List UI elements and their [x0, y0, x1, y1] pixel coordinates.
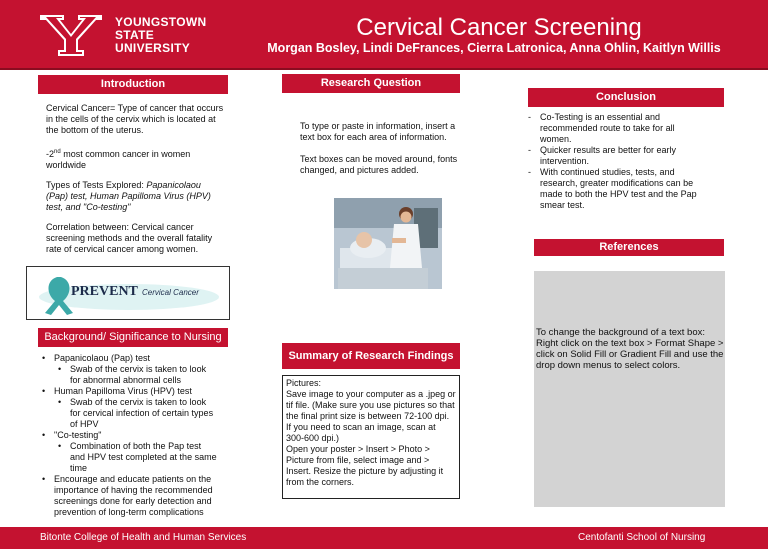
- conclusion-list: [528, 112, 708, 211]
- conclusion-item: - With continued studies, tests, and research, greater modifications can be made to both the HPV test and the Pap smear test.: [528, 167, 708, 211]
- intro-rank: -2nd most common cancer in women worldwide: [46, 149, 191, 170]
- references-title-line: To change the background of a text box:: [536, 327, 706, 338]
- prevent-banner: [26, 266, 230, 320]
- background-item: • Papanicolaou (Pap) test: [42, 353, 228, 364]
- introduction-heading: Introduction: [38, 75, 228, 94]
- research-question-heading: Research Question: [282, 74, 460, 93]
- intro-tests: Types of Tests Explored: Papanicolaou (Pap) test, Human Papilloma Virus (HPV) test, and "Co-testing": [46, 180, 211, 212]
- footer-college: Bitonte College of Health and Human Services: [40, 532, 247, 543]
- rq-paragraph-2: Text boxes can be moved around, fonts changed, and pictures added.: [300, 154, 458, 175]
- references-box: [534, 271, 725, 507]
- university-name: [115, 16, 206, 55]
- university-line-1: YOUNGSTOWN: [115, 15, 207, 29]
- ysu-logo-icon: [38, 12, 104, 58]
- references-body: Right click on the text box > Format Shape > click on Solid Fill or Gradient Fill and use the drop down menus to select colors.: [536, 338, 724, 371]
- background-subitem: • Combination of both the Pap test and HPV test completed at the same time: [42, 441, 228, 474]
- summary-line-2: Save image to your computer as a .jpeg or tif file. (Make sure you use pictures so that the final print size is between 72-100 dpi. If you need to scan an image, scan at 300-600 dpi.): [286, 389, 456, 443]
- banner-prevent-text: PREVENT: [71, 284, 138, 299]
- footer-school: Centofanti School of Nursing: [578, 532, 706, 543]
- conclusion-item: - Co-Testing is an essential and recommended route to take for all women.: [528, 112, 708, 145]
- summary-box: [282, 375, 460, 499]
- background-item: • Encourage and educate patients on the importance of having the recommended screenings done for early detection and prevention of long-term complications: [42, 474, 228, 518]
- rq-paragraph-1: To type or paste in information, insert a text box for each area of information.: [300, 121, 456, 142]
- introduction-body: [46, 103, 224, 255]
- poster-title: Cervical Cancer Screening: [356, 14, 642, 41]
- background-subitem: • Swab of the cervix is taken to look for cervical infection of certain types of HPV: [42, 397, 228, 430]
- references-heading: References: [534, 239, 724, 256]
- summary-line-1: Pictures:: [286, 378, 322, 388]
- background-list: [42, 353, 228, 518]
- intro-correlation: Correlation between: Cervical cancer screening methods and the overall fatality rate of cervical cancer among women.: [46, 222, 213, 254]
- banner-tagline: Cervical Cancer: [142, 288, 199, 297]
- university-line-2: STATE: [115, 28, 155, 42]
- conclusion-item: - Quicker results are better for early intervention.: [528, 145, 708, 167]
- conclusion-heading: Conclusion: [528, 88, 724, 107]
- references-text: [536, 327, 724, 371]
- intro-definition: Cervical Cancer= Type of cancer that occurs in the cells of the cervix which is located at the bottom of the uterus.: [46, 103, 224, 135]
- background-heading: Background/ Significance to Nursing: [38, 328, 228, 347]
- nurse-patient-photo: [334, 198, 442, 289]
- background-item: • "Co-testing": [42, 430, 228, 441]
- background-subitem: • Swab of the cervix is taken to look for abnormal abnormal cells: [42, 364, 228, 386]
- summary-heading: Summary of Research Findings: [282, 343, 460, 369]
- university-line-3: UNIVERSITY: [115, 41, 191, 55]
- poster-authors: Morgan Bosley, Lindi DeFrances, Cierra Latronica, Anna Ohlin, Kaitlyn Willis: [267, 41, 721, 55]
- research-question-body: [300, 121, 468, 176]
- background-item: • Human Papilloma Virus (HPV) test: [42, 386, 228, 397]
- summary-line-3: Open your poster > Insert > Photo > Picture from file, select image and > Insert. Resize the picture by adjusting it from the corners.: [286, 444, 444, 487]
